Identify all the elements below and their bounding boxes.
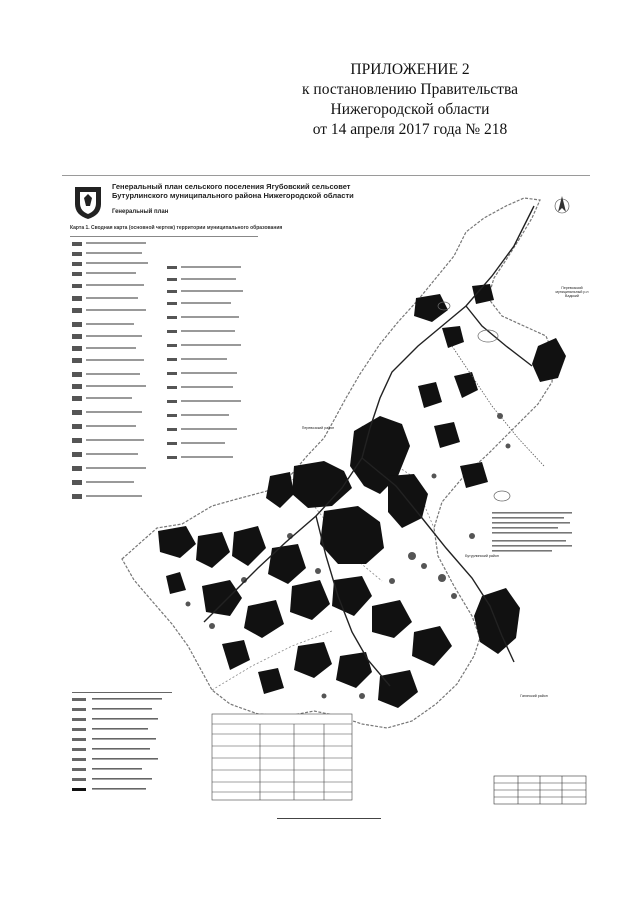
settlement-boundary — [122, 198, 554, 728]
title-block — [494, 776, 586, 804]
territory-map — [62, 176, 590, 808]
document-header — [260, 60, 560, 140]
map-title-line1: Генеральный план сельского поселения Ягубовский сельсовет — [112, 182, 351, 191]
map-caption: Карта 1. Сводная карта (основной чертеж) территории муниципального образования — [70, 225, 283, 231]
legend-panel — [70, 236, 258, 499]
map-subtitle: Генеральный план — [112, 209, 169, 215]
date-line: от 14 апреля 2017 года № 218 — [312, 121, 508, 138]
appendix-title: ПРИЛОЖЕНИЕ 2 — [350, 61, 470, 78]
footer-rule — [277, 818, 381, 819]
north-arrow-icon — [555, 196, 569, 213]
resolution-line: к постановлению Правительства — [302, 81, 518, 98]
indicator-table — [212, 714, 352, 800]
map-sheet — [62, 175, 590, 808]
label-east-mid: Перевозский район — [301, 426, 335, 430]
label-east-top: Перевозский муниципальный р-н Вадский — [555, 286, 589, 298]
label-south-east: Гагинский район — [520, 694, 548, 698]
forest-areas — [158, 284, 566, 708]
region-line: Нижегородской области — [330, 101, 490, 118]
label-center-east: Бутурлинский район — [465, 554, 499, 558]
notes-block — [492, 512, 572, 552]
bottom-legend — [72, 692, 172, 791]
map-title-line2: Бутурлинского муниципального района Нижегородской области — [112, 191, 354, 200]
